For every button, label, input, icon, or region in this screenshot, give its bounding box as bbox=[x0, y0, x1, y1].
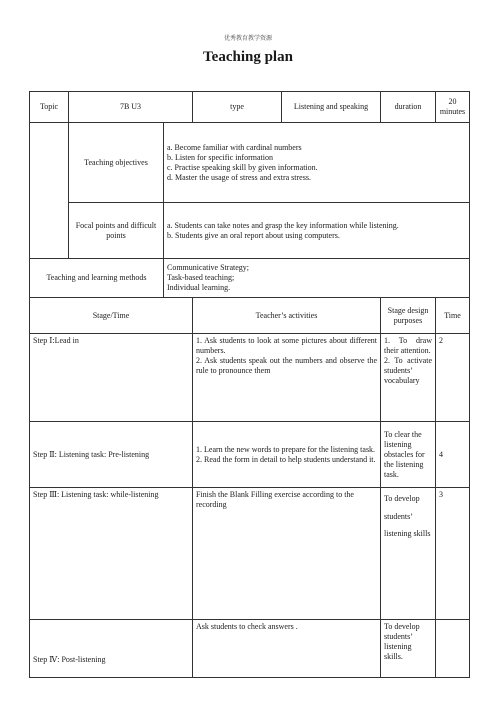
stage-purposes bbox=[381, 488, 436, 620]
stage-row bbox=[30, 620, 470, 678]
purpose-item: To clear the listening obstacles for the listening task. bbox=[384, 429, 425, 479]
stage-name: Step Ⅳ: Post-listening bbox=[30, 620, 193, 678]
page-title: Teaching plan bbox=[203, 49, 293, 65]
purpose-item: To develop students’ listening skills bbox=[384, 494, 431, 539]
stage-activities bbox=[193, 488, 381, 620]
page-header-note: 优秀教育教学资源 bbox=[223, 36, 272, 42]
objective-item: d. Master the usage of stress and extra stress. bbox=[167, 172, 311, 182]
duration-value: 20 minutes bbox=[436, 92, 470, 123]
activity-item: 2. Read the form in detail to help students understand it. bbox=[196, 454, 376, 464]
purpose-item: 1. To draw their attention. bbox=[384, 336, 432, 355]
objectives-row bbox=[30, 123, 470, 203]
blank-merged-cell bbox=[30, 123, 69, 259]
focal-row bbox=[30, 203, 470, 259]
activity-item: Finish the Blank Filling exercise according to the recording bbox=[196, 490, 354, 509]
activity-item: 1. Learn the new words to prepare for the listening task. bbox=[196, 444, 376, 454]
stage-purposes bbox=[381, 620, 436, 678]
time-header: Time bbox=[436, 298, 470, 334]
type-value: Listening and speaking bbox=[282, 92, 381, 123]
objective-item: c. Practise speaking skill by given information. bbox=[167, 162, 318, 172]
stage-purposes bbox=[381, 334, 436, 422]
method-item: Communicative Strategy; bbox=[167, 263, 249, 272]
duration-label: duration bbox=[381, 92, 436, 123]
activity-item: Ask students to check answers . bbox=[196, 622, 298, 631]
methods-row bbox=[30, 259, 470, 298]
focal-item: b. Students give an oral report about using computers. bbox=[167, 230, 340, 240]
stage-name: Step Ⅱ: Listening task: Pre-listening bbox=[30, 422, 193, 488]
stage-header: Stage/Time bbox=[30, 298, 193, 334]
stage-row bbox=[30, 334, 470, 422]
objectives-list bbox=[164, 123, 470, 203]
methods-list bbox=[164, 259, 470, 298]
purpose-item: To develop students’ listening skills. bbox=[384, 622, 420, 661]
stage-name: Step Ⅲ: Listening task: while-listening bbox=[30, 488, 193, 620]
teaching-plan-table bbox=[29, 91, 470, 678]
methods-label: Teaching and learning methods bbox=[30, 259, 164, 298]
topic-value: 7B U3 bbox=[69, 92, 193, 123]
activity-item: 1. Ask students to look at some pictures about different numbers. bbox=[196, 336, 377, 355]
stage-time bbox=[436, 620, 470, 678]
method-item: Individual learning. bbox=[167, 283, 231, 292]
focal-list bbox=[164, 203, 470, 259]
stage-row bbox=[30, 488, 470, 620]
activities-header: Teacher’s activities bbox=[193, 298, 381, 334]
type-label: type bbox=[193, 92, 282, 123]
purpose-item: 2. To activate students’ vocabulary bbox=[384, 356, 432, 385]
stage-activities bbox=[193, 422, 381, 488]
method-item: Task-based teaching; bbox=[167, 273, 235, 282]
stage-time: 2 bbox=[436, 334, 470, 422]
activity-item: 2. Ask students speak out the numbers and observe the rule to pronounce them bbox=[196, 356, 377, 375]
stage-purposes bbox=[381, 422, 436, 488]
stage-row bbox=[30, 422, 470, 488]
topic-row bbox=[30, 92, 470, 123]
focal-item: a. Students can take notes and grasp the key information while listening. bbox=[167, 220, 399, 230]
purposes-header: Stage design purposes bbox=[381, 298, 436, 334]
stage-time: 3 bbox=[436, 488, 470, 620]
objective-item: b. Listen for specific information bbox=[167, 152, 273, 162]
stage-name: Step Ⅰ:Lead in bbox=[30, 334, 193, 422]
focal-label: Focal points and difficult points bbox=[69, 203, 164, 259]
objective-item: a. Become familiar with cardinal numbers bbox=[167, 142, 302, 152]
objectives-label: Teaching objectives bbox=[69, 123, 164, 203]
stage-header-row bbox=[30, 298, 470, 334]
stage-time: 4 bbox=[436, 422, 470, 488]
stage-activities bbox=[193, 620, 381, 678]
topic-label: Topic bbox=[30, 92, 69, 123]
stage-activities bbox=[193, 334, 381, 422]
